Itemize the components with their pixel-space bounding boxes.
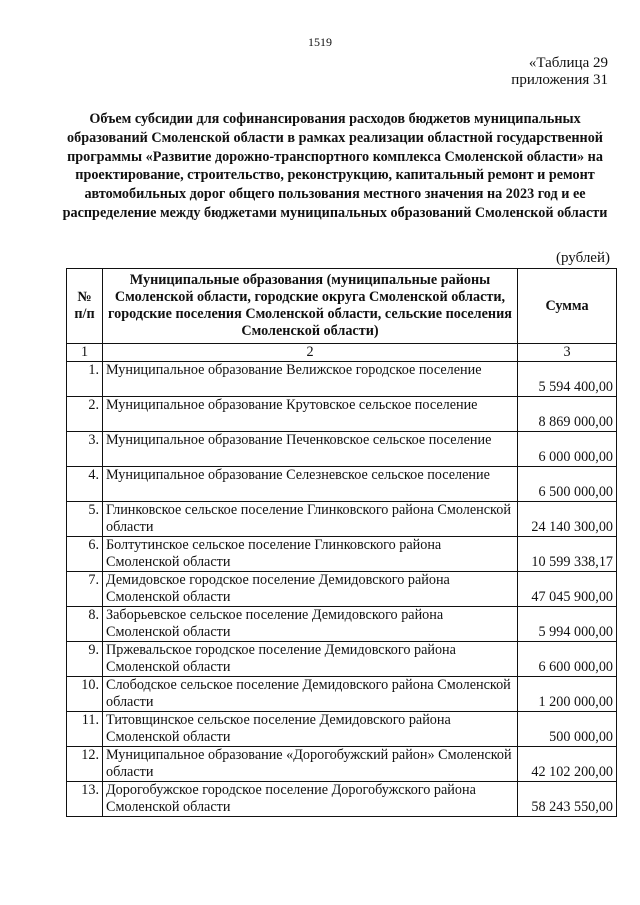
table-row xyxy=(67,747,617,782)
table-header-row xyxy=(67,269,617,344)
row-number: 10. xyxy=(67,677,103,712)
row-municipality: Слободское сельское поселение Демидовского района Смоленской области xyxy=(103,677,518,712)
header-sum: Сумма xyxy=(518,269,617,344)
row-amount: 24 140 300,00 xyxy=(518,502,617,537)
row-amount: 42 102 200,00 xyxy=(518,747,617,782)
row-amount: 6 600 000,00 xyxy=(518,642,617,677)
table-reference-line1: «Таблица 29 xyxy=(528,55,608,71)
row-number: 11. xyxy=(67,712,103,747)
header-num: № п/п xyxy=(67,269,103,344)
row-amount: 5 594 400,00 xyxy=(518,362,617,397)
row-number: 9. xyxy=(67,642,103,677)
row-amount: 1 200 000,00 xyxy=(518,677,617,712)
row-municipality: Муниципальное образование Велижское городское поселение xyxy=(103,362,518,397)
column-number-row xyxy=(67,344,617,362)
row-number: 2. xyxy=(67,397,103,432)
row-municipality: Демидовское городское поселение Демидовского района Смоленской области xyxy=(103,572,518,607)
row-number: 12. xyxy=(67,747,103,782)
table-row xyxy=(67,782,617,817)
row-amount: 500 000,00 xyxy=(518,712,617,747)
table-row xyxy=(67,467,617,502)
table-row xyxy=(67,572,617,607)
document-title: Объем субсидии для софинансирования расходов бюджетов муниципальных образований Смоленской области в рамках реализации областной государственной программы «Развитие дорожно-транспортного комплекса Смоленской области» на проектирование, строительство, реконструкцию, капитальный ремонт и ремонт автомобильных дорог общего пользования местного значения на 2023 год и ее распределение между бюджетами муниципальных образований Смоленской области xyxy=(62,111,608,221)
row-amount: 6 500 000,00 xyxy=(518,467,617,502)
row-municipality: Муниципальное образование Селезневское сельское поселение xyxy=(103,467,518,502)
table-row xyxy=(67,677,617,712)
column-number: 3 xyxy=(518,344,617,362)
table-row xyxy=(67,397,617,432)
row-number: 8. xyxy=(67,607,103,642)
row-municipality: Болтутинское сельское поселение Глинковского района Смоленской области xyxy=(103,537,518,572)
table-row xyxy=(67,712,617,747)
row-amount: 8 869 000,00 xyxy=(518,397,617,432)
row-number: 7. xyxy=(67,572,103,607)
row-amount: 47 045 900,00 xyxy=(518,572,617,607)
table-reference-line2: приложения 31 xyxy=(511,72,608,88)
row-number: 4. xyxy=(67,467,103,502)
row-number: 6. xyxy=(67,537,103,572)
row-amount: 5 994 000,00 xyxy=(518,607,617,642)
row-number: 1. xyxy=(67,362,103,397)
row-number: 3. xyxy=(67,432,103,467)
row-municipality: Титовщинское сельское поселение Демидовского района Смоленской области xyxy=(103,712,518,747)
row-amount: 10 599 338,17 xyxy=(518,537,617,572)
row-municipality: Пржевальское городское поселение Демидовского района Смоленской области xyxy=(103,642,518,677)
header-name: Муниципальные образования (муниципальные районы Смоленской области, городские округа Смоленской области, городские поселения Смоленской области, сельские поселения Смоленской области) xyxy=(103,269,518,344)
row-amount: 58 243 550,00 xyxy=(518,782,617,817)
row-number: 13. xyxy=(67,782,103,817)
subsidy-table xyxy=(66,268,617,817)
table-row xyxy=(67,642,617,677)
column-number: 2 xyxy=(103,344,518,362)
table-row xyxy=(67,362,617,397)
column-number: 1 xyxy=(67,344,103,362)
row-municipality: Заборьевское сельское поселение Демидовского района Смоленской области xyxy=(103,607,518,642)
table-reference xyxy=(511,55,608,89)
units-label: (рублей) xyxy=(555,250,610,266)
row-number: 5. xyxy=(67,502,103,537)
row-municipality: Муниципальное образование Печенковское сельское поселение xyxy=(103,432,518,467)
row-municipality: Муниципальное образование «Дорогобужский район» Смоленской области xyxy=(103,747,518,782)
row-amount: 6 000 000,00 xyxy=(518,432,617,467)
table-row xyxy=(67,502,617,537)
page-number: 1519 xyxy=(308,35,332,49)
table-row xyxy=(67,537,617,572)
row-municipality: Дорогобужское городское поселение Дорогобужского района Смоленской области xyxy=(103,782,518,817)
row-municipality: Глинковское сельское поселение Глинковского района Смоленской области xyxy=(103,502,518,537)
table-row xyxy=(67,432,617,467)
row-municipality: Муниципальное образование Крутовское сельское поселение xyxy=(103,397,518,432)
table-row xyxy=(67,607,617,642)
